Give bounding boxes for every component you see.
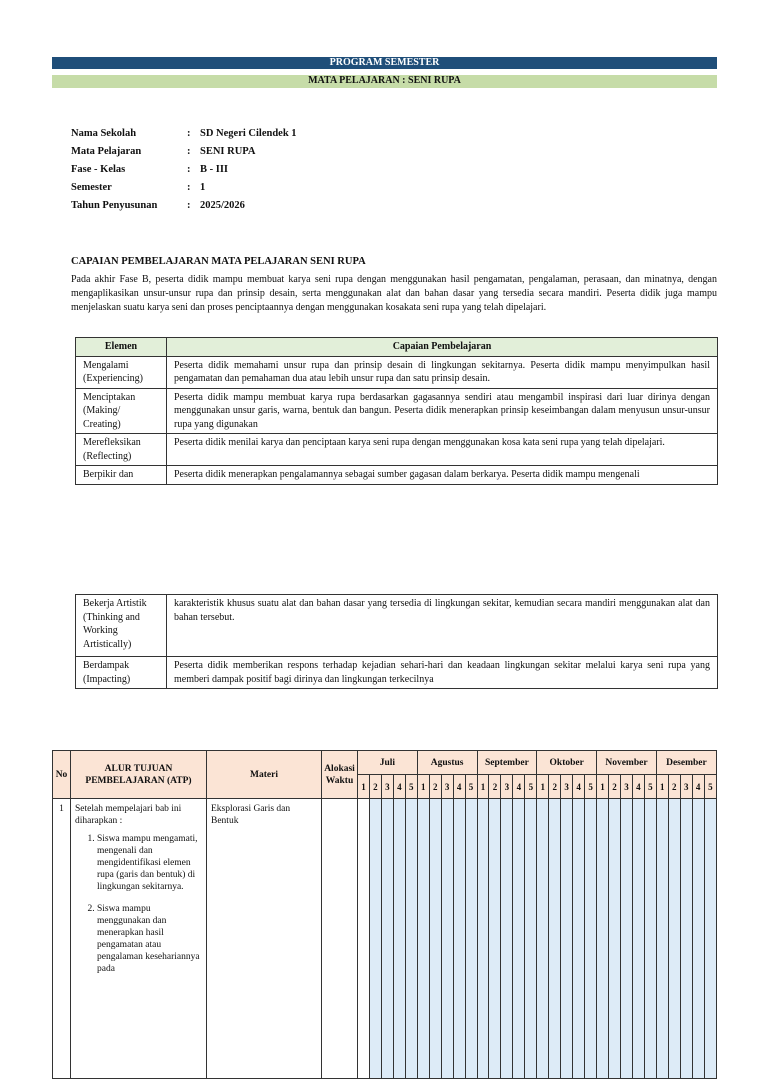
week-cell <box>358 799 370 1079</box>
row-no: 1 <box>53 799 71 1079</box>
info-value: SD Negeri Cilendek 1 <box>200 128 297 139</box>
week-number: 4 <box>393 775 405 799</box>
week-number: 2 <box>429 775 441 799</box>
week-number: 2 <box>609 775 621 799</box>
cp-table-part1 <box>75 337 718 491</box>
cp-table-part2 <box>75 594 718 689</box>
table-row <box>76 595 718 657</box>
week-cell <box>692 799 704 1079</box>
week-cell <box>381 799 393 1079</box>
week-cell <box>441 799 453 1079</box>
atp-goal: 1. Siswa mampu mengamati, mengenali dan mengidentifikasi elemen rupa (garis dan bentuk) di lingkungan sekitarnya. <box>97 833 202 893</box>
week-number: 1 <box>537 775 549 799</box>
week-cell <box>644 799 656 1079</box>
page-subtitle: MATA PELAJARAN : SENI RUPA <box>52 75 717 88</box>
week-number: 2 <box>668 775 680 799</box>
cell-elemen: Mengalami (Experiencing) <box>76 356 167 388</box>
week-cell <box>585 799 597 1079</box>
week-cell <box>537 799 549 1079</box>
week-cell <box>405 799 417 1079</box>
table-row <box>76 466 718 485</box>
cell-capaian: Peserta didik mampu membuat karya rupa berdasarkan gagasannya sendiri atau mengambil inspirasi dari luar dirinya dengan menggunakan unsur garis, warna, bentuk dan bangun. Peserta didik menerapkan prinsip keseimbangan dalam menyusun unsur-unsur rupa yang digunakan <box>167 388 718 434</box>
atp-goal: 2. Siswa mampu menggunakan dan menerapkan hasil pengamatan atau pengalaman kesehariannya pada <box>97 903 202 975</box>
col-no: No <box>53 751 71 799</box>
atp-goal-list <box>75 833 202 975</box>
capaian-heading: CAPAIAN PEMBELAJARAN MATA PELAJARAN SENI RUPA <box>71 256 366 267</box>
info-row <box>71 182 297 200</box>
week-number: 4 <box>573 775 585 799</box>
info-label: Semester <box>71 182 112 193</box>
info-value: SENI RUPA <box>200 146 256 157</box>
capaian-paragraph: Pada akhir Fase B, peserta didik mampu membuat karya seni rupa dengan menggunakan hasil pengamatan, pengalaman, perasaan, dan minatnya, dengan mengaplikasikan unsur-unsur rupa dan prinsip desain, serta menggunakan alat dan bahan dasar yang tersedia secara mandiri. Peserta didik juga mampu menjelaskan suatu karya seni dan proses penciptaannya dengan menggunakan kosakata seni rupa yang telah dipelajari. <box>71 274 717 313</box>
info-colon: : <box>187 128 191 139</box>
cell-capaian: Peserta didik menilai karya dan penciptaan karya seni rupa dengan menggunakan kosa kata seni rupa yang telah dipelajari. <box>167 434 718 466</box>
row-materi: Eksplorasi Garis dan Bentuk <box>207 799 322 1079</box>
week-number: 5 <box>465 775 477 799</box>
cell-capaian: Peserta didik menerapkan pengalamannya sebagai sumber gagasan dalam berkarya. Peserta didik mampu mengenali <box>167 466 718 485</box>
table-row <box>76 434 718 466</box>
week-number: 5 <box>704 775 716 799</box>
week-number: 3 <box>501 775 513 799</box>
cell-elemen: Menciptakan (Making/ Creating) <box>76 388 167 434</box>
info-value: B - III <box>200 164 229 175</box>
info-row <box>71 200 297 218</box>
cell-elemen: Berdampak (Impacting) <box>76 657 167 689</box>
week-number: 2 <box>549 775 561 799</box>
week-number: 4 <box>513 775 525 799</box>
info-label: Nama Sekolah <box>71 128 137 139</box>
table-row <box>53 799 717 1079</box>
week-cell <box>513 799 525 1079</box>
table-header-row <box>76 338 718 357</box>
info-value: 2025/2026 <box>200 200 245 211</box>
info-label: Tahun Penyusunan <box>71 200 158 211</box>
info-row <box>71 164 297 182</box>
cell-capaian: Peserta didik memberikan respons terhadap kejadian sehari-hari dan keadaan lingkungan sekitar melalui karya seni rupa yang memberi dampak positif bagi dirinya dan lingkungan terkecilnya <box>167 657 718 689</box>
row-atp <box>71 799 207 1079</box>
week-number: 1 <box>477 775 489 799</box>
col-capaian: Capaian Pembelajaran <box>167 338 718 357</box>
month-header: Juli <box>358 751 418 775</box>
week-number: 1 <box>358 775 370 799</box>
week-cell <box>453 799 465 1079</box>
week-cell <box>680 799 692 1079</box>
week-cell <box>417 799 429 1079</box>
week-number: 3 <box>441 775 453 799</box>
info-row <box>71 128 297 146</box>
week-number: 2 <box>369 775 381 799</box>
col-elemen: Elemen <box>76 338 167 357</box>
info-label: Mata Pelajaran <box>71 146 142 157</box>
week-number: 5 <box>585 775 597 799</box>
col-materi: Materi <box>207 751 322 799</box>
week-cell <box>489 799 501 1079</box>
cell-elemen: Berpikir dan <box>76 466 167 485</box>
week-cell <box>597 799 609 1079</box>
week-number: 3 <box>680 775 692 799</box>
week-cell <box>369 799 381 1079</box>
week-cell <box>668 799 680 1079</box>
info-colon: : <box>187 146 191 157</box>
week-number: 1 <box>417 775 429 799</box>
week-cell <box>393 799 405 1079</box>
week-cell <box>704 799 716 1079</box>
week-cell <box>609 799 621 1079</box>
row-alokasi <box>322 799 358 1079</box>
atp-table <box>52 750 717 1079</box>
week-number: 4 <box>632 775 644 799</box>
cell-capaian: Peserta didik memahami unsur rupa dan prinsip desain di lingkungan sekitarnya. Peserta didik mampu menyimpulkan hasil pengamatan dan pemahaman dua atau lebih unsur rupa dan satu prinsip desain. <box>167 356 718 388</box>
week-number: 1 <box>597 775 609 799</box>
month-header: November <box>597 751 657 775</box>
info-colon: : <box>187 164 191 175</box>
month-header: Oktober <box>537 751 597 775</box>
page-title: PROGRAM SEMESTER <box>52 57 717 69</box>
week-cell <box>573 799 585 1079</box>
school-info <box>71 128 297 218</box>
table-row <box>76 657 718 689</box>
cell-elemen: Bekerja Artistik (Thinking and Working Artistically) <box>76 595 167 657</box>
week-cell <box>620 799 632 1079</box>
week-number: 3 <box>561 775 573 799</box>
info-row <box>71 146 297 164</box>
week-cell <box>632 799 644 1079</box>
info-colon: : <box>187 182 191 193</box>
week-number: 4 <box>692 775 704 799</box>
week-number: 5 <box>644 775 656 799</box>
week-number: 5 <box>405 775 417 799</box>
info-colon: : <box>187 200 191 211</box>
week-number: 1 <box>656 775 668 799</box>
week-cell <box>561 799 573 1079</box>
week-number: 4 <box>453 775 465 799</box>
month-header: September <box>477 751 537 775</box>
info-label: Fase - Kelas <box>71 164 126 175</box>
cell-capaian: karakteristik khusus suatu alat dan bahan dasar yang tersedia di lingkungan sekitar, kemudian secara mandiri menggunakan alat dan bahan tersebut. <box>167 595 718 657</box>
week-cell <box>477 799 489 1079</box>
week-number: 5 <box>525 775 537 799</box>
col-atp: ALUR TUJUAN PEMBELAJARAN (ATP) <box>71 751 207 799</box>
week-cell <box>656 799 668 1079</box>
atp-intro: Setelah mempelajari bab ini diharapkan : <box>75 804 182 826</box>
info-value: 1 <box>200 182 206 193</box>
table-row <box>76 356 718 388</box>
month-header: Desember <box>656 751 716 775</box>
week-number: 2 <box>489 775 501 799</box>
col-alokasi: Alokasi Waktu <box>322 751 358 799</box>
week-number: 3 <box>381 775 393 799</box>
week-cell <box>549 799 561 1079</box>
week-cell <box>525 799 537 1079</box>
cell-elemen: Merefleksikan (Reflecting) <box>76 434 167 466</box>
atp-header-row <box>53 751 717 775</box>
week-cell <box>465 799 477 1079</box>
table-row <box>76 388 718 434</box>
week-number: 3 <box>620 775 632 799</box>
week-cell <box>501 799 513 1079</box>
week-cell <box>429 799 441 1079</box>
month-header: Agustus <box>417 751 477 775</box>
